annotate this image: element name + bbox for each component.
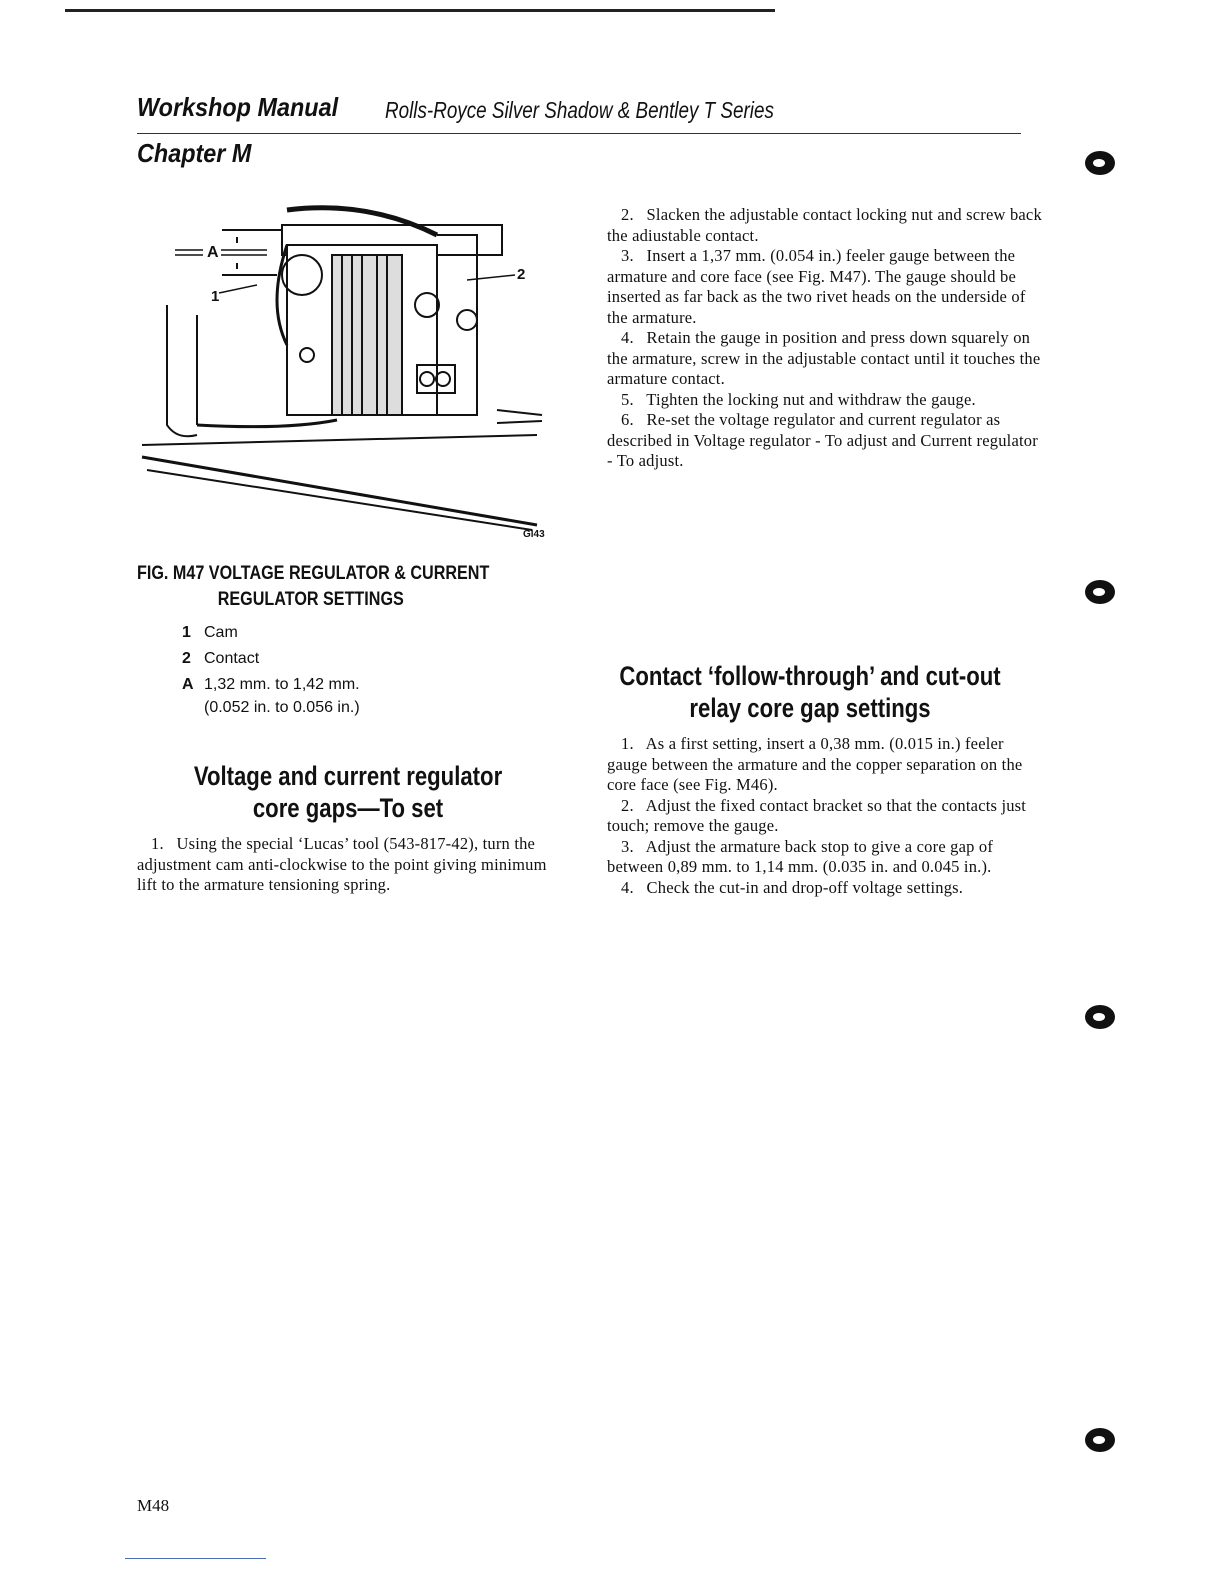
- legend-text: 1,32 mm. to 1,42 mm.: [204, 676, 360, 693]
- step: 5. Tighten the locking nut and withdraw the gauge.: [621, 389, 976, 409]
- section-heading-voltage-current: [143, 760, 553, 824]
- figure-caption: [137, 561, 537, 613]
- heading-line: Contact ‘follow-through’ and cut-out: [619, 661, 1001, 691]
- step: 2. Slacken the adjustable contact locking nut and screw back the adiustable contact.: [607, 205, 1042, 245]
- figure-label-1: 1: [211, 288, 220, 305]
- section2-steps: [607, 734, 1047, 898]
- legend-key: A: [182, 676, 194, 693]
- step: 3. Insert a 1,37 mm. (0.054 in.) feeler gauge between the armature and core face (see Fig. M47). The gauge should be inserted as far back as the two rivet heads on the underside of the armature.: [607, 246, 1026, 327]
- section-heading-follow-through: [580, 660, 1039, 724]
- top-rule: [65, 9, 775, 12]
- manual-title: Workshop Manual: [137, 92, 339, 122]
- heading-line: core gaps—To set: [252, 793, 444, 823]
- legend-key: 1: [182, 624, 191, 641]
- page-number: M48: [137, 1496, 170, 1515]
- legend-item: [182, 620, 360, 646]
- heading-line: relay core gap settings: [689, 693, 931, 723]
- legend-item: [182, 698, 360, 718]
- footer-rule: [125, 1558, 266, 1559]
- section1-continued-steps: [607, 205, 1047, 472]
- manual-subtitle: Rolls-Royce Silver Shadow & Bentley T Series: [385, 97, 774, 123]
- figure-label-2: 2: [517, 266, 526, 283]
- figure-caption-line: FIG. M47 VOLTAGE REGULATOR & CURRENT: [137, 563, 490, 584]
- section1-steps: [137, 834, 560, 896]
- header-rule: [137, 133, 1021, 134]
- punch-hole-icon: [1085, 1005, 1115, 1029]
- regulator-illustration: [137, 195, 557, 540]
- punch-hole-icon: [1085, 151, 1115, 175]
- legend-item: [182, 646, 360, 672]
- legend-text: Contact: [204, 650, 260, 667]
- step: 6. Re-set the voltage regulator and current regulator as described in Voltage regulator - To adjust and Current regulator - To adjust.: [607, 410, 1038, 470]
- figure-label-a: A: [207, 244, 219, 261]
- figure-legend: [182, 620, 360, 718]
- step: 2. Adjust the fixed contact bracket so that the contacts just touch; remove the gauge.: [607, 795, 1027, 835]
- figure-code: Gl43: [523, 529, 545, 540]
- legend-key: 2: [182, 650, 191, 667]
- step: 1. Using the special ‘Lucas’ tool (543-817-42), turn the adjustment cam anti-clockwise to the point giving minimum lift to the armature tensioning spring.: [137, 834, 547, 894]
- legend-item: [182, 672, 360, 698]
- legend-text: Cam: [204, 624, 238, 641]
- step: 3. Adjust the armature back stop to give a core gap of between 0,89 mm. to 1,14 mm. (0.035 in. and 0.045 in.).: [607, 836, 994, 876]
- chapter-title: Chapter M: [137, 138, 252, 168]
- step: 4. Check the cut-in and drop-off voltage settings.: [621, 877, 964, 897]
- punch-hole-icon: [1085, 1428, 1115, 1452]
- legend-text: (0.052 in. to 0.056 in.): [204, 699, 360, 716]
- punch-hole-icon: [1085, 580, 1115, 604]
- step: 1. As a first setting, insert a 0,38 mm. (0.015 in.) feeler gauge between the armature and the copper separation on the core face (see Fig. M46).: [607, 734, 1023, 794]
- figure-caption-line: REGULATOR SETTINGS: [217, 589, 404, 610]
- step: 4. Retain the gauge in position and press down squarely on the armature, screw in the adjustable contact until it touches the armature contact.: [607, 328, 1041, 388]
- heading-line: Voltage and current regulator: [193, 761, 503, 791]
